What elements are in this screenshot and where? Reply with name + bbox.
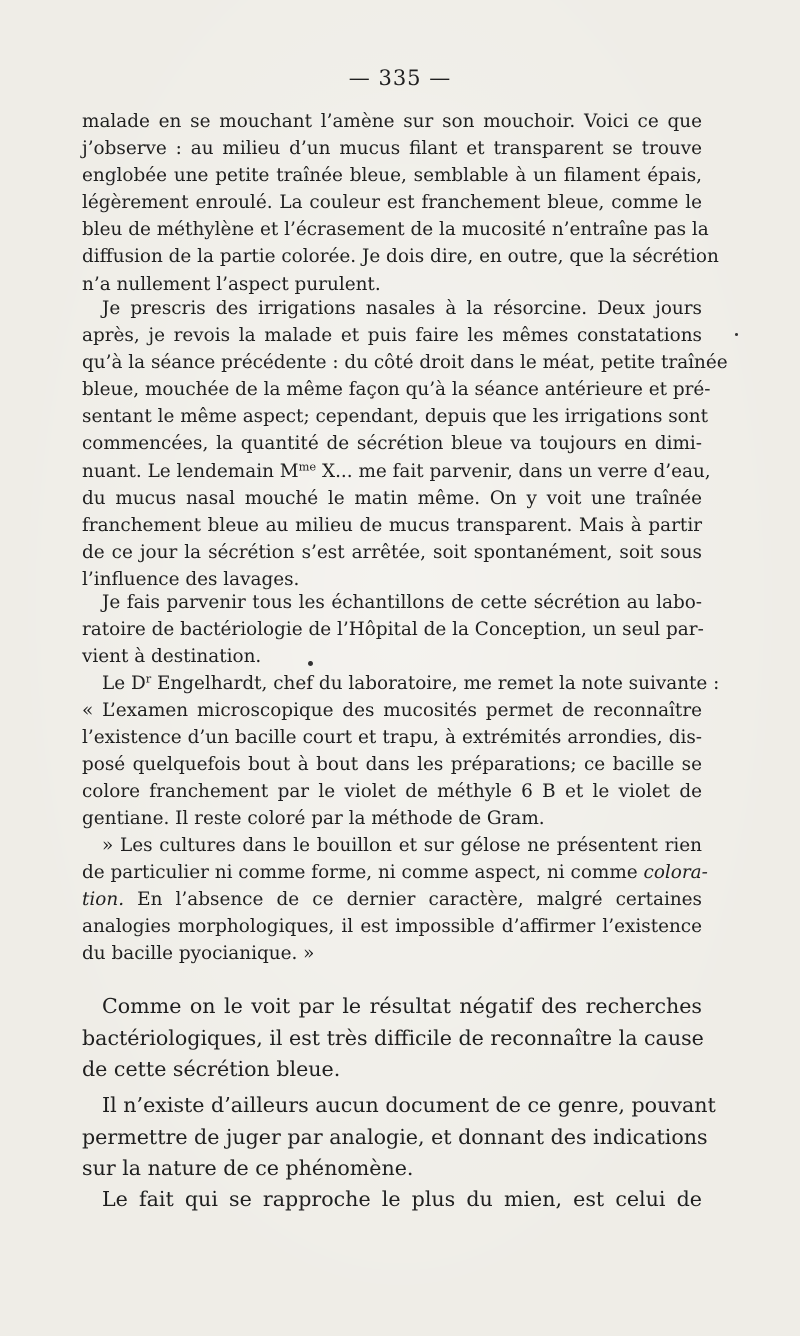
text-line: de ce jour la sécrétion s’est arrêtée, soit spontanément, soit sous: [82, 541, 702, 563]
text-segment: de particulier ni comme forme, ni comme aspect, ni comme: [82, 862, 644, 884]
text-line: sur la nature de ce phénomène.: [82, 1156, 414, 1180]
text-line: j’observe : au milieu d’un mucus filant et transparent se trouve: [82, 138, 702, 160]
paragraph-8: [82, 1184, 702, 1216]
text-line: ratoire de bactériologie de l’Hôpital de la Conception, un seul par-: [82, 619, 704, 641]
text-line: posé quelquefois bout à bout dans les préparations; ce bacille se: [82, 754, 702, 776]
text-line: l’existence d’un bacille court et trapu, à extrémités arrondies, dis-: [82, 727, 702, 749]
text-line: franchement bleue au milieu de mucus transparent. Mais à partir: [82, 514, 702, 536]
superscript: me: [298, 459, 317, 474]
text-line: analogies morphologiques, il est impossible d’affirmer l’existence: [82, 916, 702, 938]
text-line: colore franchement par le violet de méthyle 6 B et le violet de: [82, 781, 702, 803]
text-line: diffusion de la partie colorée. Je dois dire, en outre, que la sécrétion: [82, 246, 719, 268]
paragraph-5: [82, 832, 708, 967]
text-line: de cette sécrétion bleue.: [82, 1057, 341, 1081]
text-line: bleue, mouchée de la même façon qu’à la séance antérieure et pré-: [82, 379, 711, 401]
italic-text: tion.: [82, 889, 125, 911]
text-line: après, je revois la malade et puis faire les mêmes constatations: [82, 325, 702, 347]
text-line: Il n’existe d’ailleurs aucun document de ce genre, pouvant: [102, 1093, 716, 1117]
text-line: » Les cultures dans le bouillon et sur gélose ne présentent rien: [102, 835, 702, 856]
text-line: vient à destination.: [82, 646, 262, 668]
text-line: bactériologiques, il est très difficile de reconnaître la cause: [82, 1025, 704, 1050]
ink-speck: [735, 333, 738, 336]
text-line: du mucus nasal mouché le matin même. On y voit une traînée: [82, 487, 702, 509]
text-line: malade en se mouchant l’amène sur son mouchoir. Voici ce que: [82, 111, 702, 132]
text-line: gentiane. Il reste coloré par la méthode de Gram.: [82, 808, 545, 830]
text-segment: nuant. Le lendemain M: [82, 460, 299, 482]
paragraph-6: [82, 991, 702, 1086]
text-line: « L’examen microscopique des mucosités permet de reconnaître: [82, 700, 702, 722]
text-line: n’a nullement l’aspect purulent.: [82, 273, 381, 295]
paragraph-2: [82, 295, 728, 593]
text-segment: En l’absence de ce dernier caractère, malgré certaines: [124, 889, 702, 911]
text-line: bleu de méthylène et l’écrasement de la mucosité n’entraîne pas la: [82, 219, 709, 241]
text-line-mme: [82, 458, 711, 485]
ink-speck: [308, 661, 313, 666]
text-line-coloration: [82, 859, 708, 886]
text-segment: Engelhardt, chef du laboratoire, me remet la note suivante :: [151, 673, 720, 694]
text-line: permettre de juger par analogie, et donnant des indications: [82, 1124, 708, 1149]
text-segment: Le D: [102, 673, 146, 694]
text-line: commencées, la quantité de sécrétion bleue va toujours en dimi-: [82, 433, 702, 455]
text-line: l’influence des lavages.: [82, 568, 300, 590]
text-line: qu’à la séance précédente : du côté droit dans le méat, petite traînée: [82, 352, 728, 374]
page-number: — 335 —: [348, 66, 452, 90]
text-line-dr: [82, 670, 720, 697]
text-line: Je fais parvenir tous les échantillons de cette sécrétion au labo-: [102, 592, 702, 613]
text-line: Je prescris des irrigations nasales à la résorcine. Deux jours: [102, 298, 702, 319]
text-line: Comme on le voit par le résultat négatif des recherches: [102, 994, 702, 1018]
paragraph-3: [82, 589, 702, 670]
superscript: r: [145, 671, 152, 686]
italic-text: colora-: [643, 862, 708, 884]
text-line: sentant le même aspect; cependant, depuis que les irrigations sont: [82, 406, 708, 428]
paragraph-4: [82, 670, 720, 833]
text-line: Le fait qui se rapproche le plus du mien, est celui de: [102, 1187, 702, 1211]
text-line-tion: [82, 886, 702, 913]
paragraph-1: [82, 108, 719, 298]
text-line: légèrement enroulé. La couleur est franchement bleue, comme le: [82, 192, 702, 214]
text-segment: X... me fait parvenir, dans un verre d’eau,: [316, 460, 711, 482]
text-line: englobée une petite traînée bleue, semblable à un filament épais,: [82, 165, 702, 187]
text-line: du bacille pyocianique. »: [82, 943, 315, 965]
paragraph-7: [82, 1090, 716, 1185]
